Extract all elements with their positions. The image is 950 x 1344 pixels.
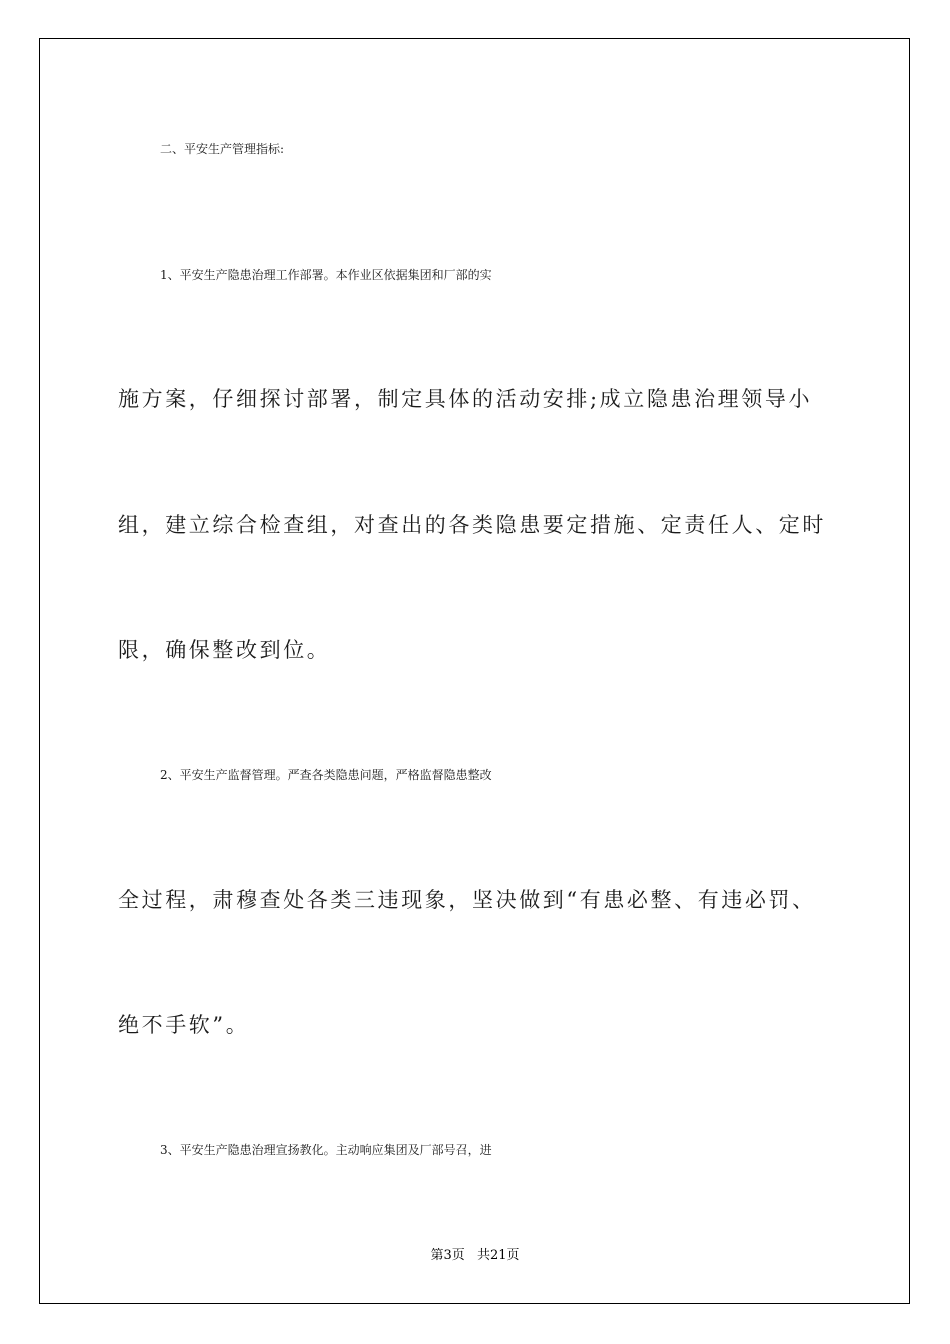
paragraph-line: 3、平安生产隐患治理宣扬教化。主动响应集团及厂部号召，进 <box>160 1143 492 1157</box>
paragraph-line: 限，确保整改到位。 <box>118 638 331 662</box>
page-border <box>39 38 910 1304</box>
section-heading: 二、平安生产管理指标: <box>160 142 285 156</box>
paragraph-line: 2、平安生产监督管理。严查各类隐患问题，严格监督隐患整改 <box>160 768 492 782</box>
paragraph-line: 1、平安生产隐患治理工作部署。本作业区依据集团和厂部的实 <box>160 268 492 282</box>
paragraph-line: 施方案，仔细探讨部署，制定具体的活动安排;成立隐患治理领导小 <box>118 387 813 411</box>
page-total: 共21页 <box>476 1248 520 1263</box>
paragraph-line: 组，建立综合检查组，对查出的各类隐患要定措施、定责任人、定时 <box>118 513 826 537</box>
paragraph-line: 全过程，肃穆查处各类三违现象，坚决做到“有患必整、有违必罚、 <box>118 888 816 912</box>
page-footer <box>0 1246 950 1266</box>
page-number: 第3页 <box>430 1248 465 1263</box>
paragraph-line: 绝不手软”。 <box>118 1013 250 1037</box>
